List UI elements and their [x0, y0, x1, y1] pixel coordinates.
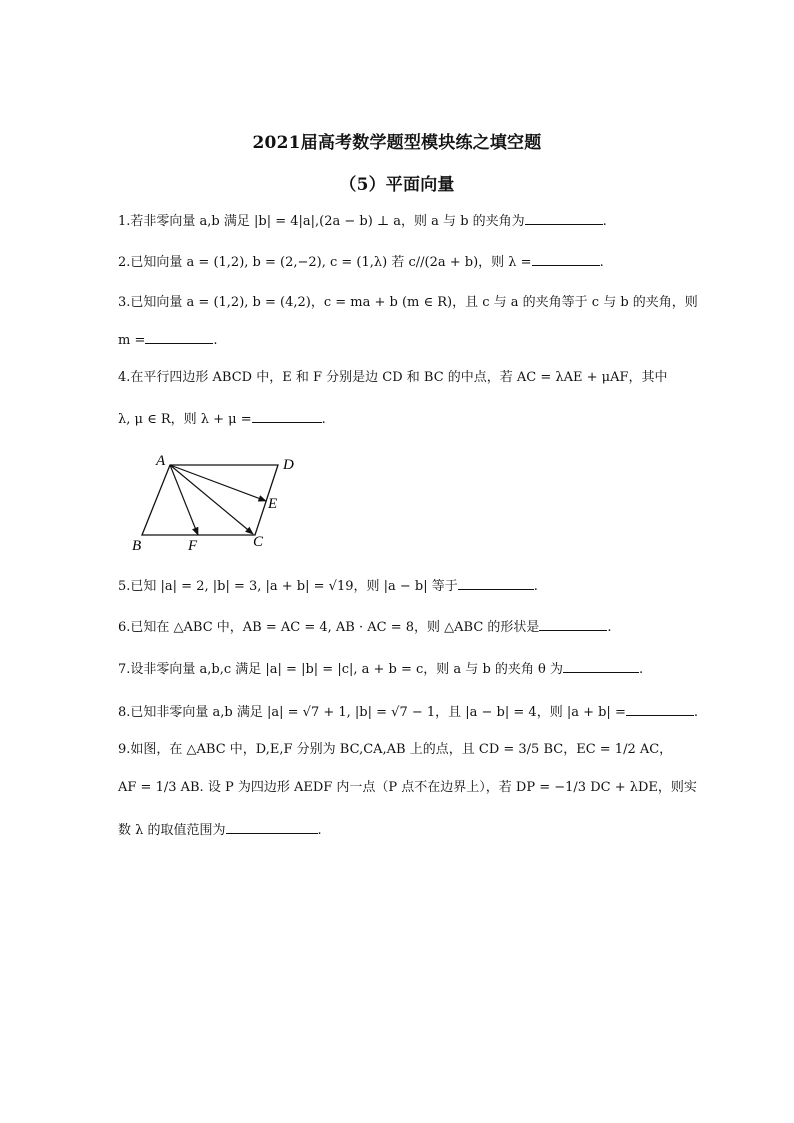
problem-8 [118, 702, 698, 723]
problem-3-cont [118, 330, 678, 351]
problem-end: . [213, 333, 218, 348]
problem-end: . [599, 255, 604, 270]
problem-text: 3.已知向量 a = (1,2), b = (4,2)，c = ma + b (m ∈ R)，且 c 与 a 的夹角等于 c 与 b 的夹角，则 [118, 295, 698, 310]
label-b: B [132, 538, 142, 554]
parallelogram-figure [118, 452, 318, 558]
problem-3 [118, 293, 698, 313]
problem-6 [118, 617, 678, 638]
problem-text: λ, μ ∈ R，则 λ + μ = [118, 412, 252, 427]
answer-blank[interactable] [145, 330, 213, 344]
problem-5 [118, 576, 678, 597]
answer-blank[interactable] [532, 252, 600, 266]
title-line-2: （5）平面向量 [339, 175, 455, 195]
label-c: C [253, 534, 264, 550]
problem-end: . [693, 705, 698, 720]
vector-ae [170, 465, 266, 501]
answer-blank[interactable] [563, 659, 639, 673]
problem-text: 4.在平行四边形 ABCD 中，E 和 F 分别是边 CD 和 BC 的中点，若 AC = λAE + μAF，其中 [118, 370, 668, 385]
problem-text: 5.已知 |a| = 2, |b| = 3, |a + b| = √19，则 |a − b| 等于 [118, 579, 458, 594]
problem-text: 1.若非零向量 a,b 满足 |b| = 4|a|,(2a − b) ⊥ a，则 a 与 b 的夹角为 [118, 214, 525, 229]
problem-end: . [602, 214, 607, 229]
problem-7 [118, 659, 678, 680]
label-d: D [283, 457, 294, 473]
vector-ac [170, 465, 253, 534]
problem-end: . [321, 412, 326, 427]
problem-4-cont [118, 409, 678, 430]
problem-text: 6.已知在 △ABC 中，AB = AC = 4, AB · AC = 8，则 △ABC 的形状是 [118, 620, 540, 635]
problem-text: 8.已知非零向量 a,b 满足 |a| = √7 + 1, |b| = √7 − 1，且 |a − b| = 4，则 |a + b| = [118, 705, 626, 720]
problem-1 [118, 211, 678, 232]
problem-end: . [317, 823, 322, 838]
label-e: E [268, 496, 278, 512]
label-a: A [156, 453, 166, 469]
problem-text: m = [118, 333, 146, 348]
problem-end: . [607, 620, 612, 635]
problem-end: . [639, 662, 644, 677]
answer-blank[interactable] [252, 409, 322, 423]
problem-text: 2.已知向量 a = (1,2), b = (2,−2), c = (1,λ) 若 c//(2a + b)，则 λ = [118, 255, 532, 270]
parallelogram-diagram [118, 452, 318, 554]
problem-9-cont [118, 778, 697, 798]
problem-9 [118, 740, 678, 760]
problem-text: 数 λ 的取值范围为 [118, 823, 226, 838]
problem-4 [118, 368, 678, 388]
answer-blank[interactable] [539, 617, 607, 631]
problem-end: . [533, 579, 538, 594]
vector-af [170, 465, 198, 535]
answer-blank[interactable] [226, 820, 318, 834]
parallelogram-outline [142, 465, 278, 535]
problem-9-end [118, 820, 678, 841]
problem-text: 9.如图，在 △ABC 中，D,E,F 分别为 BC,CA,AB 上的点，且 CD = 3/5 BC，EC = 1/2 AC， [118, 742, 673, 757]
answer-blank[interactable] [458, 576, 534, 590]
answer-blank[interactable] [626, 702, 694, 716]
label-f: F [188, 538, 198, 554]
problem-text: 7.设非零向量 a,b,c 满足 |a| = |b| = |c|, a + b = c，则 a 与 b 的夹角 θ 为 [118, 662, 563, 677]
problem-text: AF = 1/3 AB. 设 P 为四边形 AEDF 内一点（P 点不在边界上），若 DP = −1/3 DC + λDE，则实 [118, 780, 697, 795]
answer-blank[interactable] [525, 211, 603, 225]
title-line-1: 2021届高考数学题型模块练之填空题 [252, 133, 542, 153]
problem-2 [118, 252, 678, 273]
